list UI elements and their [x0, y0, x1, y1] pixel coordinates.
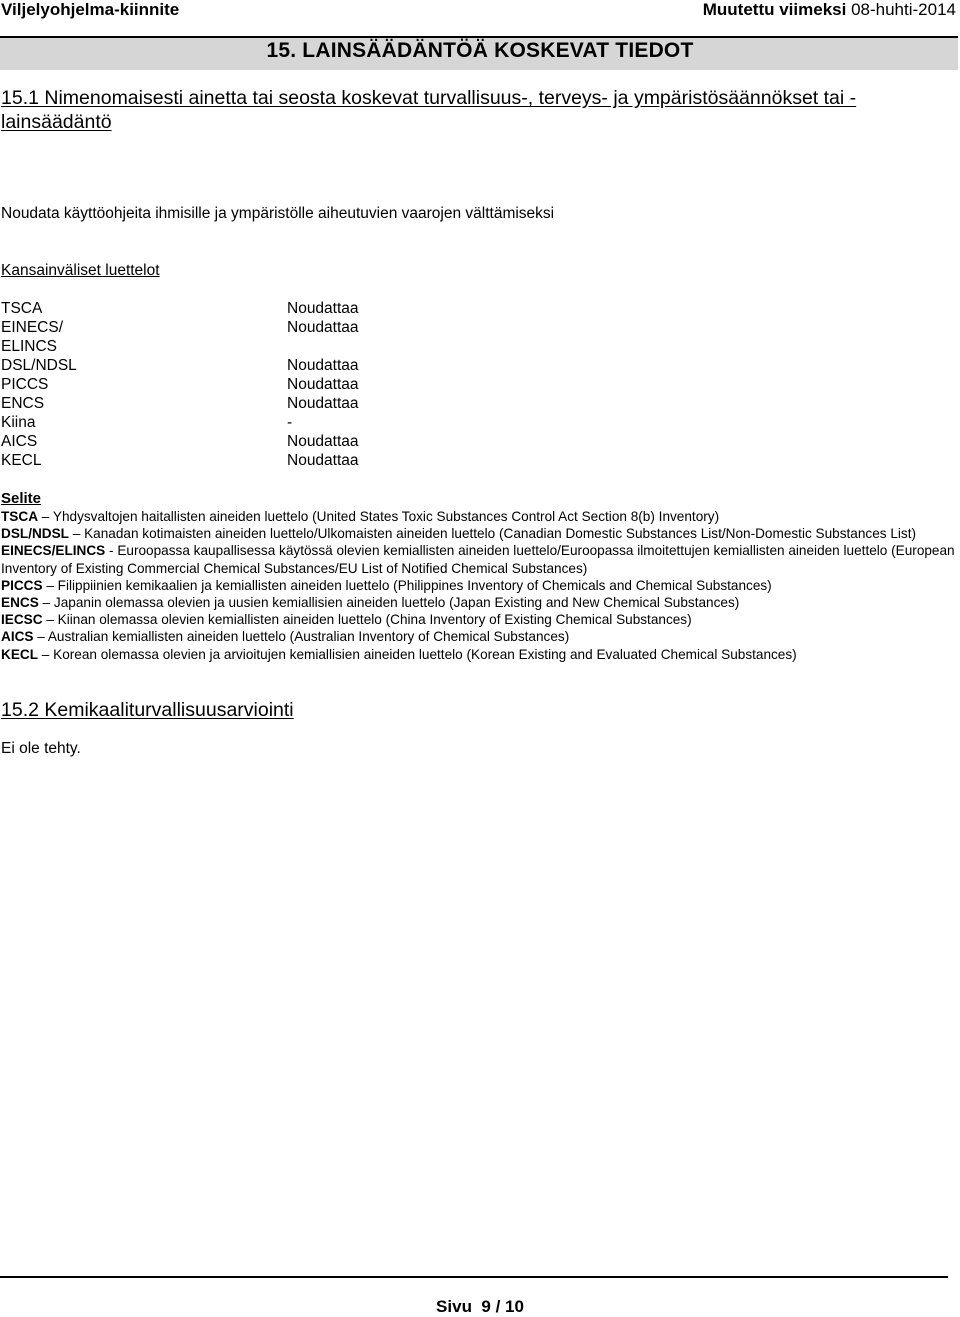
inventory-status: Noudattaa	[287, 452, 359, 469]
inventory-status: Noudattaa	[287, 433, 359, 450]
legend-text: Kiinan olemassa olevien kemiallisten aineiden luettelo (China Inventory of Existing Chemical Substances)	[57, 612, 692, 628]
revised-date: 08-huhti-2014	[851, 0, 956, 19]
inventory-name: ENCS	[1, 395, 45, 412]
inventory-status: Noudattaa	[287, 357, 359, 374]
subsection-title	[1, 86, 956, 134]
legend-abbr: TSCA	[1, 509, 39, 524]
revision-info	[703, 0, 956, 20]
revised-label: Muutettu viimeksi	[702, 0, 847, 19]
legend-text: Filippiinien kemikaalien ja kemiallisten aineiden luettelo (Philippines Inventory of Chemicals and Chemical Substances)	[57, 577, 772, 593]
legend-sep: –	[42, 577, 58, 593]
legend-item	[1, 594, 959, 611]
inventory-name: KECL	[1, 452, 42, 469]
legend-item	[1, 646, 959, 663]
legend-sep: –	[38, 595, 54, 611]
inventory-name: DSL/NDSL	[1, 357, 77, 374]
inventory-name: Kiina	[1, 414, 36, 431]
legend-abbr: DSL/NDSL	[1, 526, 69, 542]
section-title: 15. LAINSÄÄDÄNTÖÄ KOSKEVAT TIEDOT	[266, 39, 694, 62]
legend-abbr: PICCS	[1, 577, 43, 593]
legend-item	[1, 628, 959, 645]
chemical-safety-text: Ei ole tehty.	[1, 740, 81, 757]
document-title: Viljelyohjelma-kiinnite	[1, 0, 180, 19]
legend-item	[1, 525, 959, 542]
inventory-name: EINECS/ ELINCS	[1, 319, 64, 355]
legend-text: Japanin olemassa olevien ja uusien kemiallisien aineiden luettelo (Japan Existing and New Chemical Substances)	[53, 595, 740, 611]
inventory-status: Noudattaa	[287, 376, 359, 393]
legend-abbr: IECSC	[1, 612, 43, 628]
legend-abbr: AICS	[1, 629, 34, 645]
legend-sep: –	[68, 526, 85, 542]
legend-title: Selite	[1, 490, 42, 507]
subsection-title-text: 15.1 Nimenomaisesti ainetta tai seosta koskevat turvallisuus-, terveys- ja ympäristösäännökset tai -lainsäädäntö	[1, 87, 857, 133]
inventory-name: PICCS	[1, 376, 49, 393]
legend	[1, 508, 959, 663]
legend-sep: –	[38, 509, 53, 524]
legend-sep: –	[38, 646, 54, 662]
legend-item	[1, 542, 959, 576]
page-label: Sivu	[436, 1297, 472, 1316]
legend-item	[1, 611, 959, 628]
inventory-status: -	[287, 414, 293, 431]
inventory-status: Noudattaa	[287, 319, 359, 336]
instruction-text: Noudata käyttöohjeita ihmisille ja ympäristölle aiheutuvien vaarojen välttämiseksi	[1, 205, 555, 222]
page-footer	[0, 1297, 960, 1317]
footer-divider	[0, 1276, 948, 1278]
legend-text: Euroopassa kaupallisessa käytössä olevien kemiallisten aineiden luettelo/Euroopassa ilmoitettujen kemiallisten aineiden luettelo (European Inventory of Existing Commercial Chemical Substances/EU List of Notified Chemical Substances)	[1, 543, 955, 576]
legend-abbr: ENCS	[1, 595, 39, 611]
page-number: 9 / 10	[481, 1297, 524, 1316]
legend-text: Kanadan kotimaisten aineiden luettelo/Ulkomaisten aineiden luettelo (Canadian Domestic Substances List/Non-Domestic Substances List)	[84, 526, 917, 542]
legend-sep: -	[105, 543, 118, 559]
inventory-name: TSCA	[1, 300, 43, 317]
chemical-safety-title-text: 15.2 Kemikaaliturvallisuusarviointi	[1, 699, 294, 721]
legend-item	[1, 577, 959, 594]
inventory-status: Noudattaa	[287, 395, 359, 412]
legend-text: Yhdysvaltojen haitallisten aineiden luettelo (United States Toxic Substances Control Act Section 8(b) Inventory)	[52, 509, 720, 524]
legend-text: Australian kemiallisten aineiden luettelo (Australian Inventory of Chemical Substances)	[47, 629, 570, 645]
inventory-status: Noudattaa	[287, 300, 359, 317]
inventory-name: AICS	[1, 433, 38, 450]
legend-sep: –	[33, 629, 48, 645]
chemical-safety-title	[1, 699, 294, 722]
legend-abbr: KECL	[1, 646, 39, 662]
international-lists-title: Kansainväliset luettelot	[1, 262, 160, 279]
legend-sep: –	[42, 612, 58, 628]
legend-item	[1, 508, 959, 525]
legend-abbr: EINECS/ELINCS	[1, 543, 106, 559]
legend-text: Korean olemassa olevien ja arvioitujen kemiallisien aineiden luettelo (Korean Existing and Evaluated Chemical Substances)	[53, 646, 797, 662]
